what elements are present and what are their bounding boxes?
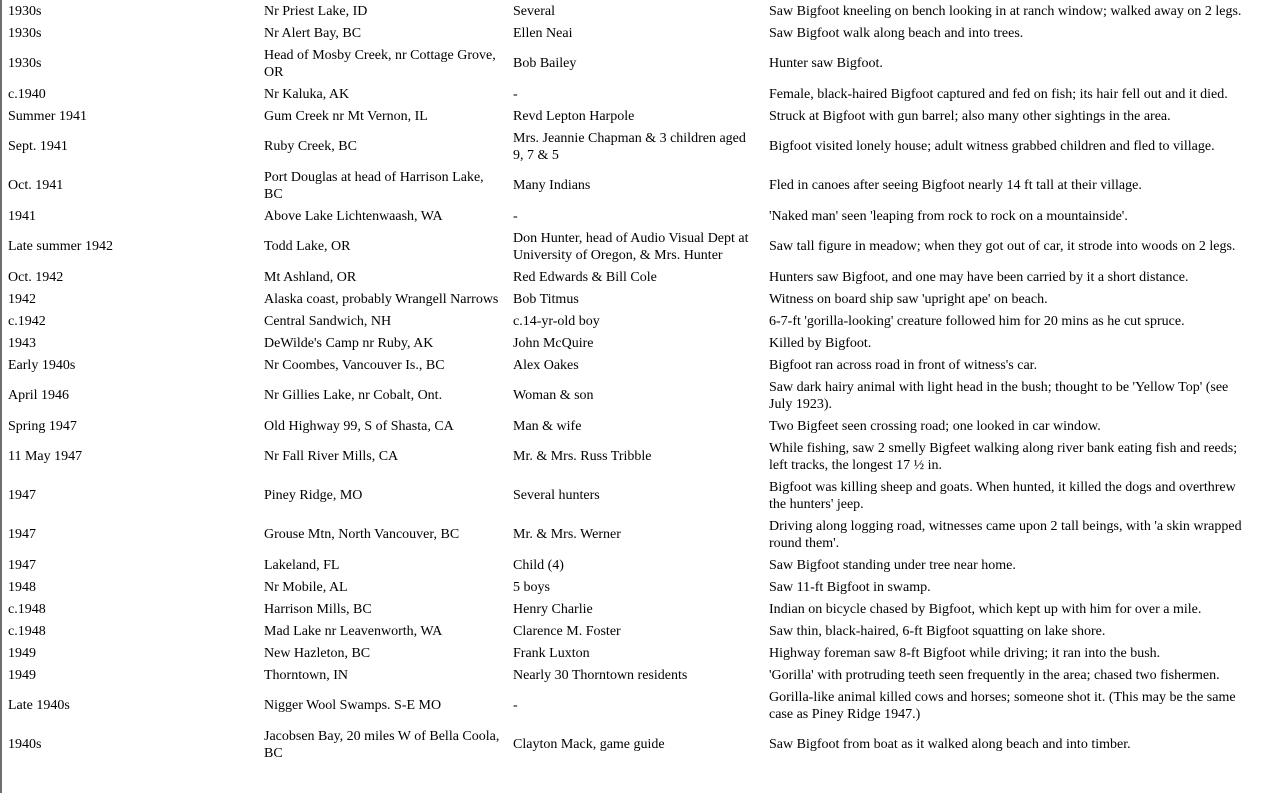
- cell-location: DeWilde's Camp nr Ruby, AK: [264, 335, 434, 351]
- cell-witnesses: Several hunters: [513, 488, 600, 503]
- cell-description: Fled in canoes after seeing Bigfoot nearly 14 ft tall at their village.: [769, 178, 1142, 193]
- cell-witnesses: Mr. & Mrs. Werner: [513, 527, 621, 542]
- cell-date: c.1948: [8, 623, 46, 639]
- cell-description: 6-7-ft 'gorilla-looking' creature followed him for 20 mins as he cut spruce.: [769, 313, 1185, 329]
- cell-description: Saw Bigfoot standing under tree near home.: [769, 557, 1016, 573]
- cell-location: Harrison Mills, BC: [264, 601, 372, 617]
- cell-description: Gorilla-like animal killed cows and horses; someone shot it. (This may be the same case as Piney Ridge 1947.): [769, 689, 1236, 722]
- cell-witnesses: Nearly 30 Thorntown residents: [513, 667, 688, 683]
- cell-location: Nr Priest Lake, ID: [264, 3, 368, 19]
- cell-description: Saw dark hairy animal with light head in the bush; thought to be 'Yellow Top' (see July 1923).: [769, 379, 1229, 412]
- cell-witnesses: Many Indians: [513, 178, 591, 193]
- cell-description: Female, black-haired Bigfoot captured and fed on fish; its hair fell out and it died.: [769, 86, 1228, 102]
- table-row: [2, 266, 1259, 288]
- cell-witnesses: Clayton Mack, game guide: [513, 737, 665, 752]
- cell-date: 1940s: [8, 737, 42, 752]
- table-row: [2, 598, 1259, 620]
- cell-location: New Hazleton, BC: [264, 645, 371, 661]
- cell-location: Todd Lake, OR: [264, 239, 351, 254]
- table-row: [2, 105, 1259, 127]
- cell-witnesses: -: [513, 208, 518, 224]
- cell-description: Saw thin, black-haired, 6-ft Bigfoot squatting on lake shore.: [769, 623, 1106, 639]
- cell-description: Saw Bigfoot from boat as it walked along beach and into timber.: [769, 737, 1131, 752]
- cell-date: c.1940: [8, 86, 46, 102]
- cell-description: Saw 11-ft Bigfoot in swamp.: [769, 579, 931, 595]
- table-row: [2, 415, 1259, 437]
- table-row: [2, 476, 1259, 515]
- table-row: [2, 0, 1259, 22]
- cell-location: Jacobsen Bay, 20 miles W of Bella Coola, BC: [264, 728, 500, 761]
- cell-witnesses: Several: [513, 3, 555, 19]
- cell-date: Late 1940s: [8, 698, 70, 713]
- cell-date: c.1942: [8, 313, 46, 329]
- table-row: [2, 354, 1259, 376]
- cell-location: Mad Lake nr Leavenworth, WA: [264, 623, 443, 639]
- cell-witnesses: Mr. & Mrs. Russ Tribble: [513, 449, 652, 464]
- cell-location: Old Highway 99, S of Shasta, CA: [264, 418, 454, 434]
- table-row: [2, 686, 1259, 725]
- cell-description: Driving along logging road, witnesses came upon 2 tall beings, with 'a skin wrapped round them'.: [769, 518, 1242, 551]
- cell-location: Thorntown, IN: [264, 667, 348, 683]
- cell-date: Sept. 1941: [8, 139, 68, 154]
- cell-witnesses: -: [513, 86, 518, 102]
- cell-witnesses: Frank Luxton: [513, 645, 590, 661]
- cell-location: Nr Coombes, Vancouver Is., BC: [264, 357, 445, 373]
- cell-description: Struck at Bigfoot with gun barrel; also many other sightings in the area.: [769, 108, 1171, 124]
- cell-location: Nr Kaluka, AK: [264, 86, 350, 102]
- cell-location: Nigger Wool Swamps. S-E MO: [264, 698, 442, 713]
- table-row: [2, 288, 1259, 310]
- cell-location: Alaska coast, probably Wrangell Narrows: [264, 291, 499, 307]
- table-row: [2, 376, 1259, 415]
- cell-date: Late summer 1942: [8, 239, 113, 254]
- table-row: [2, 515, 1259, 554]
- cell-witnesses: Ellen Neai: [513, 25, 573, 41]
- table-row: [2, 44, 1259, 83]
- table-row: [2, 127, 1259, 166]
- cell-date: 1942: [8, 291, 36, 307]
- cell-description: Highway foreman saw 8-ft Bigfoot while driving; it ran into the bush.: [769, 645, 1161, 661]
- cell-witnesses: -: [513, 698, 518, 713]
- cell-witnesses: Man & wife: [513, 418, 582, 434]
- table-body: [2, 0, 1259, 764]
- cell-witnesses: Mrs. Jeannie Chapman & 3 children aged 9, 7 & 5: [513, 130, 746, 163]
- cell-description: Saw Bigfoot kneeling on bench looking in at ranch window; walked away on 2 legs.: [769, 3, 1242, 19]
- cell-witnesses: Revd Lepton Harpole: [513, 108, 635, 124]
- cell-date: 1947: [8, 527, 36, 542]
- table-row: [2, 664, 1259, 686]
- cell-location: Gum Creek nr Mt Vernon, IL: [264, 108, 428, 124]
- table-row: [2, 554, 1259, 576]
- cell-location: Nr Mobile, AL: [264, 579, 348, 595]
- cell-witnesses: Don Hunter, head of Audio Visual Dept at University of Oregon, & Mrs. Hunter: [513, 230, 749, 263]
- table-row: [2, 332, 1259, 354]
- table-row: [2, 725, 1259, 764]
- cell-witnesses: Henry Charlie: [513, 601, 593, 617]
- cell-witnesses: 5 boys: [513, 579, 550, 595]
- bigfoot-sightings-table: [2, 0, 1259, 764]
- cell-witnesses: Woman & son: [513, 388, 594, 403]
- cell-description: While fishing, saw 2 smelly Bigfeet walking along river bank eating fish and reeds; left tracks, the longest 17 ½ in.: [769, 440, 1238, 473]
- cell-location: Ruby Creek, BC: [264, 139, 357, 154]
- table-row: [2, 620, 1259, 642]
- cell-location: Nr Fall River Mills, CA: [264, 449, 399, 464]
- cell-location: Nr Gillies Lake, nr Cobalt, Ont.: [264, 388, 443, 403]
- cell-description: Hunters saw Bigfoot, and one may have been carried by it a short distance.: [769, 269, 1189, 285]
- table-row: [2, 227, 1259, 266]
- cell-witnesses: John McQuire: [513, 335, 594, 351]
- cell-date: April 1946: [8, 388, 70, 403]
- cell-description: Saw tall figure in meadow; when they got out of car, it strode into woods on 2 legs.: [769, 239, 1236, 254]
- cell-description: Two Bigfeet seen crossing road; one looked in car window.: [769, 418, 1101, 434]
- cell-date: Spring 1947: [8, 418, 77, 434]
- cell-location: Lakeland, FL: [264, 557, 340, 573]
- cell-location: Head of Mosby Creek, nr Cottage Grove, OR: [264, 47, 496, 80]
- table-row: [2, 205, 1259, 227]
- cell-description: 'Gorilla' with protruding teeth seen frequently in the area; chased two fishermen.: [769, 667, 1220, 683]
- cell-witnesses: Alex Oakes: [513, 357, 579, 373]
- cell-date: Summer 1941: [8, 108, 87, 124]
- table-row: [2, 576, 1259, 598]
- cell-witnesses: Bob Titmus: [513, 291, 579, 307]
- cell-date: 1949: [8, 645, 36, 661]
- cell-witnesses: Child (4): [513, 557, 564, 573]
- cell-location: Mt Ashland, OR: [264, 269, 357, 285]
- cell-witnesses: Clarence M. Foster: [513, 623, 621, 639]
- cell-location: Port Douglas at head of Harrison Lake, BC: [264, 169, 484, 202]
- cell-description: Bigfoot visited lonely house; adult witness grabbed children and fled to village.: [769, 139, 1215, 154]
- cell-date: 1948: [8, 579, 36, 595]
- table-row: [2, 642, 1259, 664]
- cell-date: 11 May 1947: [8, 449, 83, 464]
- cell-date: c.1948: [8, 601, 46, 617]
- cell-description: 'Naked man' seen 'leaping from rock to rock on a mountainside'.: [769, 208, 1128, 224]
- cell-date: 1941: [8, 208, 36, 224]
- cell-description: Bigfoot was killing sheep and goats. When hunted, it killed the dogs and overthrew the hunters' jeep.: [769, 479, 1236, 512]
- cell-date: Oct. 1942: [8, 269, 64, 285]
- cell-location: Piney Ridge, MO: [264, 488, 363, 503]
- table-row: [2, 166, 1259, 205]
- cell-description: Killed by Bigfoot.: [769, 335, 872, 351]
- cell-location: Above Lake Lichtenwaash, WA: [264, 208, 443, 224]
- cell-description: Indian on bicycle chased by Bigfoot, which kept up with him for over a mile.: [769, 601, 1202, 617]
- cell-date: Oct. 1941: [8, 178, 64, 193]
- cell-witnesses: c.14-yr-old boy: [513, 313, 600, 329]
- cell-description: Bigfoot ran across road in front of witness's car.: [769, 357, 1038, 373]
- table-row: [2, 437, 1259, 476]
- cell-description: Witness on board ship saw 'upright ape' on beach.: [769, 291, 1048, 307]
- cell-date: 1930s: [8, 3, 42, 19]
- cell-date: 1947: [8, 488, 36, 503]
- cell-date: 1947: [8, 557, 36, 573]
- cell-date: 1943: [8, 335, 36, 351]
- cell-date: 1930s: [8, 56, 42, 71]
- cell-witnesses: Red Edwards & Bill Cole: [513, 269, 657, 285]
- cell-witnesses: Bob Bailey: [513, 56, 577, 71]
- table-row: [2, 310, 1259, 332]
- cell-description: Hunter saw Bigfoot.: [769, 56, 883, 71]
- cell-location: Nr Alert Bay, BC: [264, 25, 362, 41]
- cell-date: Early 1940s: [8, 357, 76, 373]
- table-row: [2, 22, 1259, 44]
- cell-description: Saw Bigfoot walk along beach and into trees.: [769, 25, 1024, 41]
- cell-location: Grouse Mtn, North Vancouver, BC: [264, 527, 460, 542]
- table-row: [2, 83, 1259, 105]
- cell-date: 1930s: [8, 25, 42, 41]
- cell-location: Central Sandwich, NH: [264, 313, 392, 329]
- cell-date: 1949: [8, 667, 36, 683]
